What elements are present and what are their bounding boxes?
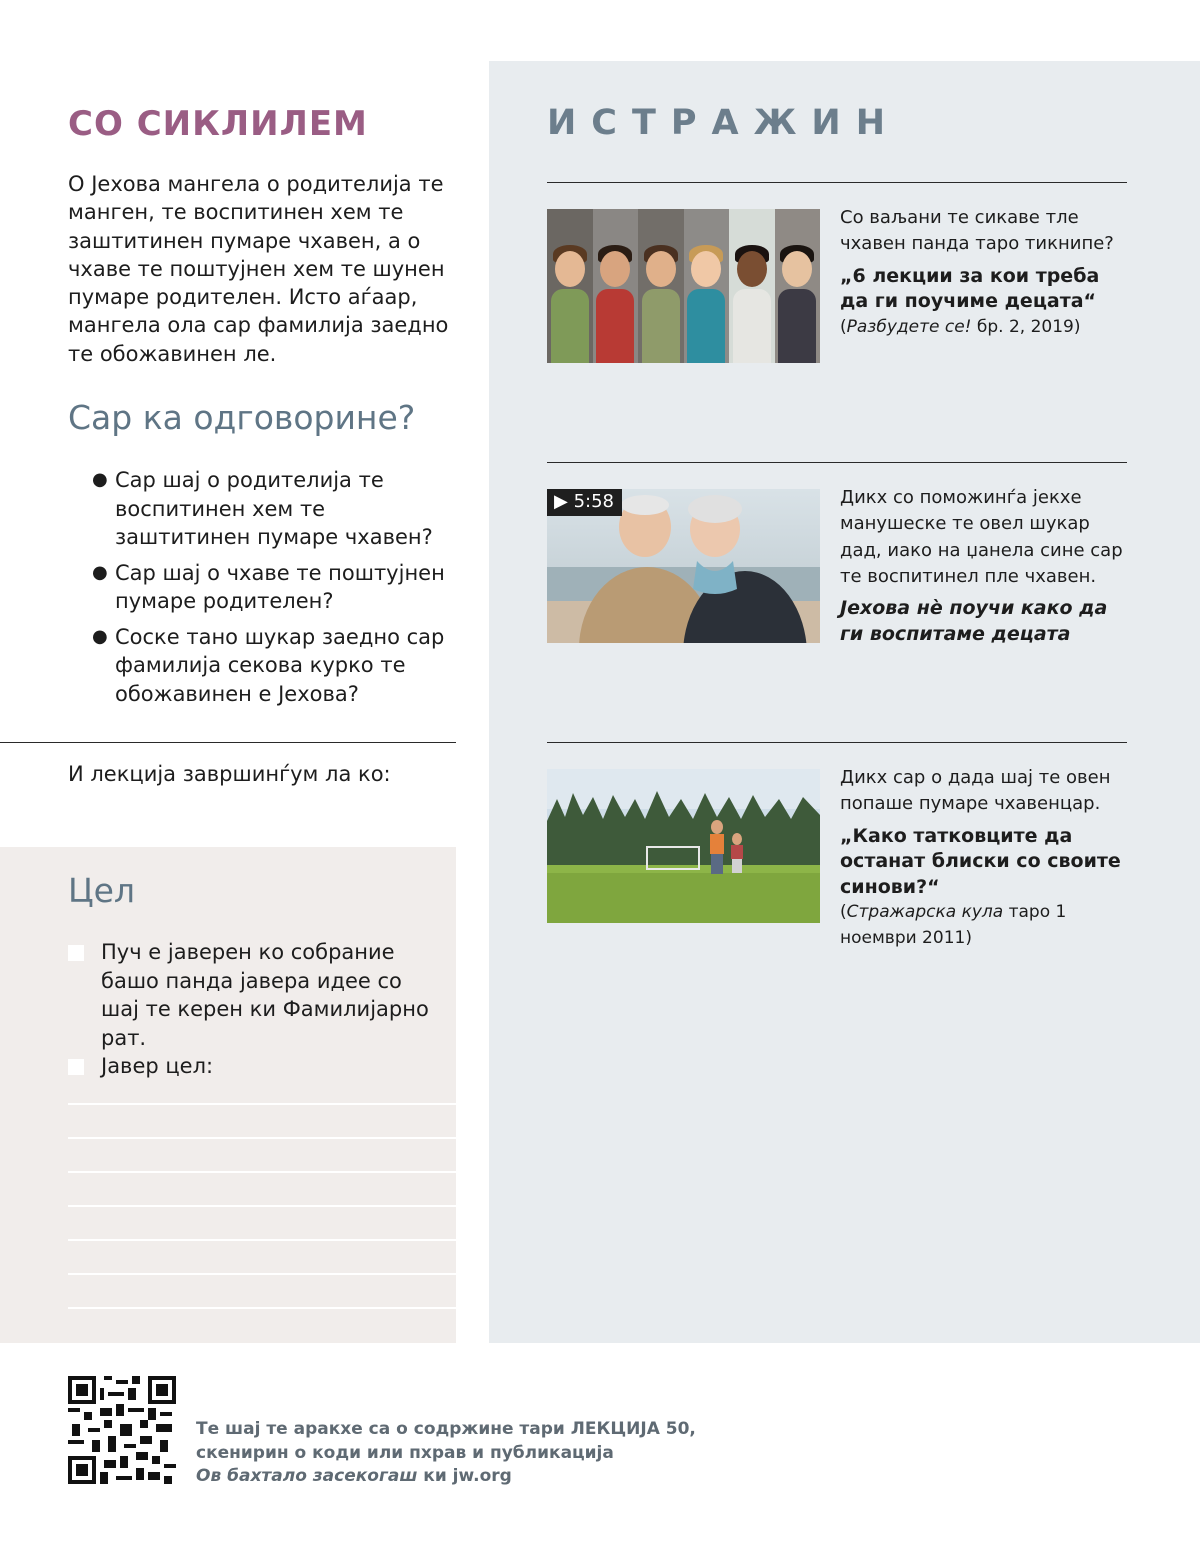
explore-intro: Дикх со поможинѓа јекхе манушеске те овел шукар дад, иако на џанела сине сар те воспитинел пле чхавен. (840, 487, 1123, 587)
divider (547, 742, 1127, 743)
divider (0, 742, 456, 743)
bullet-icon: ● (92, 625, 108, 647)
children-thumbnail[interactable] (547, 209, 820, 363)
child-figure (593, 209, 639, 363)
child-figure (547, 209, 593, 363)
child-figure (638, 209, 684, 363)
write-line[interactable] (68, 1239, 456, 1241)
write-line[interactable] (68, 1103, 456, 1105)
video-thumbnail[interactable] (547, 489, 820, 643)
write-line[interactable] (68, 1273, 456, 1275)
review-questions (92, 466, 452, 715)
children-image (547, 209, 820, 363)
article-source: (Стражарска кула таро 1 ноември 2011) (840, 902, 1067, 948)
child-figure (729, 209, 775, 363)
explore-item (840, 205, 1130, 340)
bullet-icon: ● (92, 561, 108, 583)
explore-intro: Со ваљани те сикаве тле чхавен панда таро тикнипе? (840, 207, 1114, 255)
goal-checkbox[interactable] (68, 1059, 84, 1075)
explore-intro: Дикх сар о дада шај те овен попаше пумаре чхавенцар. (840, 767, 1111, 815)
child-figure (684, 209, 730, 363)
explore-item (840, 765, 1130, 951)
completed-on-label: И лекција завршинѓум ла ко: (68, 762, 391, 786)
video-link[interactable]: Јехова нѐ поучи како да ги воспитаме децата (840, 597, 1108, 645)
qr-code-icon[interactable] (68, 1376, 176, 1484)
review-question: ● Соске тано шукар заедно сар фамилија секова курко те обожавинен е Јехова? (92, 624, 445, 706)
review-heading: Сар ка одговорине? (68, 398, 416, 437)
footer-note: Те шај те аракхе са о содржине тари ЛЕКЦИЈА 50, скенирин о коди или пхрав и публикација Ов бахтало засекогаш ки jw.org (196, 1419, 696, 1486)
article-link[interactable]: „Како татковците да останат блиски со своите синови?“ (840, 824, 1121, 898)
goal-item[interactable] (68, 938, 443, 1052)
explore-heading: ИСТРАЖИН (547, 103, 901, 143)
divider (547, 462, 1127, 463)
write-line[interactable] (68, 1307, 456, 1309)
goal-item[interactable] (68, 1052, 443, 1081)
goal-text: Јавер цел: (101, 1054, 214, 1078)
learned-heading: СО СИКЛИЛЕМ (68, 104, 368, 144)
write-line[interactable] (68, 1137, 456, 1139)
goal-heading: Цел (68, 871, 136, 910)
bullet-icon: ● (92, 469, 108, 490)
video-duration-badge: ▶ 5:58 (547, 489, 622, 516)
write-line[interactable] (68, 1205, 456, 1207)
divider (547, 182, 1127, 183)
goal-box (0, 847, 456, 1343)
write-line[interactable] (68, 1171, 456, 1173)
review-question: ● Сар шај о чхаве те поштујнен пумаре родителен? (92, 560, 445, 613)
article-link[interactable]: „6 лекции за кои треба да ги поучиме децата“ (840, 264, 1100, 313)
child-figure (775, 209, 821, 363)
article-thumbnail[interactable] (547, 769, 820, 923)
lesson-summary: О Јехова мангела о родителија те манген, те воспитинен хем те заштитинен пумаре чхавен, а о чхаве те поштујнен хем те шунен пумаре родителен. Исто аѓаар, мангела ола сар фамилија заедно те обожавинен ле. (68, 172, 449, 366)
article-source: (Разбудете се! бр. 2, 2019) (840, 316, 1081, 337)
goal-text: Пуч е јаверен ко собрание башо панда јавера идее со шај те керен ки Фамилијарно рат. (101, 940, 429, 1050)
goal-checkbox[interactable] (68, 945, 84, 961)
explore-item (840, 485, 1130, 647)
review-question: ● Сар шај о родителија те воспитинен хем те заштитинен пумаре чхавен? (92, 468, 433, 549)
father-son-field-image (547, 769, 820, 923)
